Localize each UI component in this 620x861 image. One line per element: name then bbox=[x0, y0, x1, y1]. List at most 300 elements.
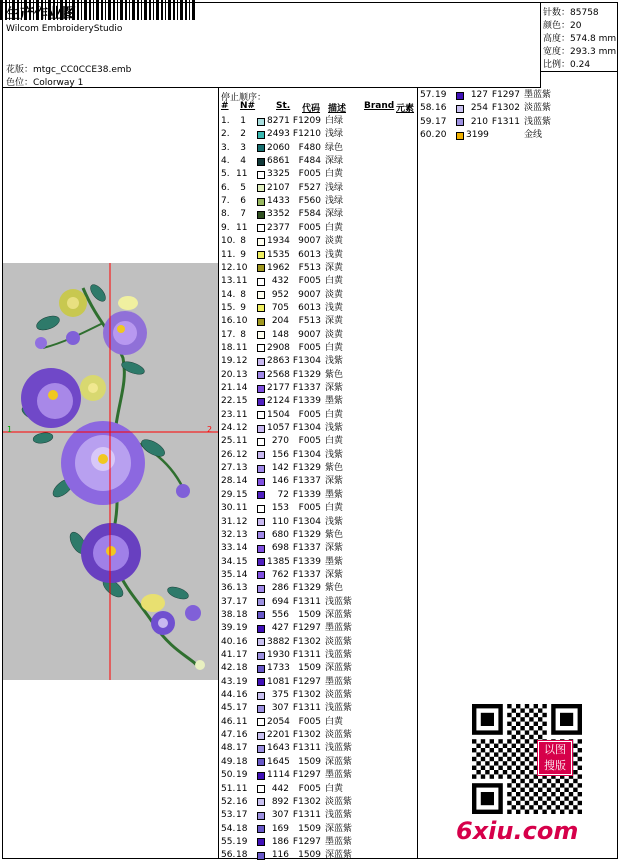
row-needle: 11 bbox=[236, 342, 248, 353]
stat-value: 574.8 mm bbox=[570, 34, 617, 44]
row-needle: 19 bbox=[236, 836, 248, 847]
row-code: F1339 bbox=[292, 489, 321, 500]
row-index: 35. bbox=[221, 569, 236, 580]
row-description: 浅蓝紫 bbox=[325, 650, 353, 660]
row-needle: 17 bbox=[435, 116, 447, 127]
row-stitches: 1930 bbox=[267, 650, 290, 660]
row-stitches: 307 bbox=[271, 703, 289, 714]
row-stitches: 427 bbox=[271, 623, 289, 634]
color-swatch bbox=[257, 425, 265, 433]
stat-row bbox=[543, 44, 616, 57]
row-stitches: 146 bbox=[271, 476, 289, 487]
row-code: F1304 bbox=[292, 423, 321, 434]
row-stitches: 2377 bbox=[267, 222, 290, 233]
row-index: 12. bbox=[221, 262, 236, 273]
row-code: F1311 bbox=[292, 703, 321, 714]
row-needle: 9 bbox=[240, 249, 246, 260]
row-description: 深紫 bbox=[325, 476, 344, 487]
row-description: 浅绿 bbox=[325, 129, 344, 140]
row-stitches: 892 bbox=[271, 796, 289, 807]
row-code bbox=[490, 130, 520, 141]
row-needle: 11 bbox=[236, 169, 248, 180]
row-index: 2. bbox=[221, 129, 230, 140]
color-swatch bbox=[257, 571, 265, 579]
row-description: 浅蓝紫 bbox=[524, 116, 552, 127]
row-code: F1329 bbox=[292, 529, 321, 540]
row-description: 墨蓝紫 bbox=[524, 90, 552, 100]
row-description: 紫色 bbox=[325, 369, 344, 380]
row-index: 15. bbox=[221, 302, 236, 313]
row-description: 浅蓝紫 bbox=[325, 810, 353, 821]
row-needle: 6 bbox=[240, 196, 246, 207]
row-needle: 14 bbox=[236, 569, 248, 580]
row-description: 淡蓝紫 bbox=[524, 103, 552, 114]
row-needle: 18 bbox=[236, 756, 248, 767]
row-stitches: 442 bbox=[271, 783, 289, 794]
row-index: 49. bbox=[221, 756, 236, 767]
row-index: 43. bbox=[221, 676, 236, 687]
row-index: 55. bbox=[221, 836, 236, 847]
row-code: F005 bbox=[298, 409, 321, 420]
row-index: 53. bbox=[221, 810, 236, 821]
row-description: 浅蓝紫 bbox=[325, 596, 353, 607]
row-needle: 16 bbox=[236, 690, 248, 701]
row-index: 5. bbox=[221, 169, 230, 180]
row-needle: 16 bbox=[236, 730, 248, 741]
row-needle: 8 bbox=[240, 236, 246, 247]
color-swatch bbox=[257, 518, 265, 526]
stat-label: 高度： bbox=[543, 34, 571, 44]
stat-row bbox=[543, 5, 599, 18]
row-description: 淡蓝紫 bbox=[325, 796, 353, 807]
row-code: F1297 bbox=[292, 676, 321, 687]
row-needle: 16 bbox=[236, 636, 248, 647]
row-code: F005 bbox=[298, 342, 321, 353]
row-description: 白黄 bbox=[325, 169, 344, 180]
row-stitches: 153 bbox=[271, 503, 289, 514]
row-index: 60. bbox=[420, 130, 435, 141]
row-index: 47. bbox=[221, 730, 236, 741]
color-swatch bbox=[257, 545, 265, 553]
row-index: 7. bbox=[221, 196, 230, 207]
row-index: 13. bbox=[221, 276, 236, 287]
row-needle: 11 bbox=[236, 716, 248, 727]
row-description: 墨蓝紫 bbox=[325, 676, 353, 687]
row-stitches: 204 bbox=[271, 316, 289, 327]
row-stitches: 148 bbox=[271, 329, 289, 340]
software-name: Wilcom EmbroideryStudio bbox=[6, 24, 123, 34]
color-swatch bbox=[257, 344, 265, 352]
row-stitches: 2908 bbox=[267, 342, 290, 353]
row-index: 17. bbox=[221, 329, 236, 340]
row-index: 56. bbox=[221, 850, 236, 861]
color-swatch bbox=[257, 798, 265, 806]
row-index: 29. bbox=[221, 489, 236, 500]
row-index: 1. bbox=[221, 116, 230, 126]
row-index: 42. bbox=[221, 663, 236, 674]
row-stitches: 3199 bbox=[466, 130, 489, 141]
row-description: 绿色 bbox=[325, 142, 344, 153]
row-stitches: 705 bbox=[271, 302, 289, 313]
row-stitches: 3352 bbox=[267, 209, 290, 220]
row-code: F527 bbox=[298, 182, 321, 193]
row-stitches: 2060 bbox=[267, 142, 290, 153]
row-needle: 18 bbox=[236, 850, 248, 861]
row-description: 墨蓝紫 bbox=[325, 836, 353, 847]
row-needle: 2 bbox=[240, 129, 246, 140]
row-index: 38. bbox=[221, 609, 236, 620]
row-needle: 13 bbox=[236, 463, 248, 474]
color-swatch bbox=[257, 438, 265, 446]
color-swatch bbox=[456, 105, 464, 113]
row-code: F005 bbox=[298, 222, 321, 233]
row-description: 浅蓝紫 bbox=[325, 743, 353, 754]
row-code: F005 bbox=[298, 783, 321, 794]
row-stitches: 116 bbox=[271, 850, 289, 861]
color-swatch bbox=[257, 478, 265, 486]
color-swatch bbox=[257, 812, 265, 820]
color-swatch bbox=[257, 198, 265, 206]
color-swatch bbox=[257, 158, 265, 166]
row-description: 紫色 bbox=[325, 583, 344, 594]
row-needle: 10 bbox=[236, 316, 248, 327]
color-swatch bbox=[257, 451, 265, 459]
row-index: 33. bbox=[221, 543, 236, 554]
row-index: 20. bbox=[221, 369, 236, 380]
row-description: 深紫 bbox=[325, 543, 344, 554]
row-needle: 17 bbox=[236, 703, 248, 714]
axis-right-label: 2 bbox=[207, 425, 213, 434]
row-needle: 19 bbox=[435, 90, 447, 100]
row-code: 6013 bbox=[298, 249, 321, 260]
watermark: 6xiu.com bbox=[456, 817, 579, 845]
row-needle: 14 bbox=[236, 543, 248, 554]
row-needle: 12 bbox=[236, 356, 248, 367]
row-code: F1337 bbox=[292, 569, 321, 580]
color-swatch bbox=[257, 331, 265, 339]
row-index: 45. bbox=[221, 703, 236, 714]
row-index: 36. bbox=[221, 583, 236, 594]
row-stitches: 2124 bbox=[267, 396, 290, 407]
row-code: F1302 bbox=[292, 690, 321, 701]
row-index: 27. bbox=[221, 463, 236, 474]
row-code: F1297 bbox=[292, 623, 321, 634]
row-index: 46. bbox=[221, 716, 236, 727]
row-stitches: 142 bbox=[271, 463, 289, 474]
row-index: 39. bbox=[221, 623, 236, 634]
row-index: 40. bbox=[221, 636, 236, 647]
row-needle: 13 bbox=[236, 529, 248, 540]
row-stitches: 1433 bbox=[267, 196, 290, 207]
row-needle: 15 bbox=[236, 556, 248, 567]
row-description: 深绿 bbox=[325, 156, 344, 167]
row-code: F584 bbox=[298, 209, 321, 220]
stat-row bbox=[543, 31, 616, 44]
color-swatch bbox=[257, 304, 265, 312]
row-needle: 17 bbox=[236, 650, 248, 660]
row-index: 10. bbox=[221, 236, 236, 247]
row-needle: 7 bbox=[240, 209, 246, 220]
color-swatch bbox=[257, 652, 265, 660]
row-description: 浅紫 bbox=[325, 449, 344, 460]
row-index: 28. bbox=[221, 476, 236, 487]
row-code: F1337 bbox=[292, 383, 321, 393]
color-swatch bbox=[257, 238, 265, 246]
row-stitches: 1114 bbox=[267, 770, 290, 781]
row-description: 紫色 bbox=[325, 463, 344, 474]
color-swatch bbox=[257, 598, 265, 606]
row-index: 9. bbox=[221, 222, 230, 233]
row-index: 50. bbox=[221, 770, 236, 781]
colorway-label: 色位： bbox=[6, 78, 34, 88]
row-stitches: 694 bbox=[271, 596, 289, 607]
row-stitches: 762 bbox=[271, 569, 289, 580]
row-index: 22. bbox=[221, 396, 236, 407]
row-stitches: 2107 bbox=[267, 182, 290, 193]
color-swatch bbox=[257, 385, 265, 393]
stat-label: 比例： bbox=[543, 60, 571, 70]
row-needle: 15 bbox=[236, 489, 248, 500]
row-needle: 11 bbox=[236, 276, 248, 287]
row-description: 深黄 bbox=[325, 316, 344, 327]
stat-label: 宽度： bbox=[543, 47, 571, 57]
row-needle: 12 bbox=[236, 423, 248, 434]
row-description: 淡蓝紫 bbox=[325, 636, 353, 647]
row-code: F1210 bbox=[292, 129, 321, 140]
row-description: 墨紫 bbox=[325, 396, 344, 407]
row-needle: 17 bbox=[236, 596, 248, 607]
row-description: 浅黄 bbox=[325, 302, 344, 313]
row-description: 深绿 bbox=[325, 209, 344, 220]
color-swatch bbox=[257, 291, 265, 299]
row-stitches: 432 bbox=[271, 276, 289, 287]
col-header-needle: N# bbox=[240, 101, 256, 111]
row-needle: 11 bbox=[236, 783, 248, 794]
row-code: F1339 bbox=[292, 396, 321, 407]
row-index: 26. bbox=[221, 449, 236, 460]
row-description: 深蓝紫 bbox=[325, 823, 353, 834]
row-needle: 10 bbox=[236, 262, 248, 273]
color-swatch bbox=[257, 772, 265, 780]
stop-sequence-title: 停止顺序： bbox=[221, 93, 267, 103]
row-needle: 12 bbox=[236, 516, 248, 527]
row-code: F1304 bbox=[292, 516, 321, 527]
row-needle: 11 bbox=[236, 503, 248, 514]
row-description: 淡蓝紫 bbox=[325, 730, 353, 741]
row-index: 23. bbox=[221, 409, 236, 420]
design-preview bbox=[3, 263, 218, 680]
color-swatch bbox=[257, 625, 265, 633]
row-stitches: 254 bbox=[470, 103, 488, 114]
row-needle: 3 bbox=[240, 142, 246, 153]
row-index: 30. bbox=[221, 503, 236, 514]
row-code: F1304 bbox=[292, 449, 321, 460]
color-swatch bbox=[257, 224, 265, 232]
stat-value: 293.3 mm bbox=[570, 47, 617, 57]
color-swatch bbox=[257, 611, 265, 619]
row-needle: 18 bbox=[236, 823, 248, 834]
row-code: F1311 bbox=[491, 116, 520, 127]
row-stitches: 2201 bbox=[267, 730, 290, 741]
col-header-code: 代码 bbox=[302, 104, 321, 114]
row-code: F1297 bbox=[292, 770, 321, 781]
row-description: 金线 bbox=[524, 130, 543, 141]
row-code: F484 bbox=[298, 156, 321, 167]
color-swatch bbox=[257, 692, 265, 700]
row-code: 1509 bbox=[298, 663, 321, 674]
row-description: 浅黄 bbox=[325, 249, 344, 260]
row-needle: 4 bbox=[240, 156, 246, 167]
stat-row bbox=[543, 18, 581, 31]
colorway-name: Colorway 1 bbox=[33, 78, 84, 88]
row-description: 深蓝紫 bbox=[325, 850, 353, 861]
row-code: F005 bbox=[298, 169, 321, 180]
row-code: F1339 bbox=[292, 556, 321, 567]
row-description: 墨紫 bbox=[325, 489, 344, 500]
row-index: 11. bbox=[221, 249, 236, 260]
row-index: 19. bbox=[221, 356, 236, 367]
row-stitches: 680 bbox=[271, 529, 289, 540]
stat-value: 0.24 bbox=[570, 60, 591, 70]
row-needle: 13 bbox=[236, 583, 248, 594]
color-swatch bbox=[257, 852, 265, 860]
row-stitches: 952 bbox=[271, 289, 289, 300]
row-description: 白黄 bbox=[325, 503, 344, 514]
row-stitches: 1535 bbox=[267, 249, 290, 260]
row-code: F1329 bbox=[292, 463, 321, 474]
color-swatch bbox=[257, 838, 265, 846]
row-stitches: 8271 bbox=[267, 116, 290, 126]
design-file-name: mtgc_CC0CCE38.emb bbox=[33, 65, 132, 75]
color-swatch bbox=[257, 398, 265, 406]
row-description: 白黄 bbox=[325, 222, 344, 233]
color-swatch bbox=[257, 718, 265, 726]
row-needle: 17 bbox=[236, 743, 248, 754]
row-description: 白黄 bbox=[325, 342, 344, 353]
row-code: F1297 bbox=[491, 90, 520, 100]
row-needle: 1 bbox=[240, 116, 246, 126]
row-description: 浅紫 bbox=[325, 356, 344, 367]
embroidery-artwork bbox=[3, 263, 218, 680]
row-stitches: 1934 bbox=[267, 236, 290, 247]
row-stitches: 698 bbox=[271, 543, 289, 554]
stat-value: 85758 bbox=[570, 8, 599, 18]
row-code: F005 bbox=[298, 503, 321, 514]
row-code: F1209 bbox=[292, 116, 321, 126]
row-code: F1302 bbox=[292, 730, 321, 741]
row-stitches: 110 bbox=[271, 516, 289, 527]
row-needle: 18 bbox=[236, 609, 248, 620]
stats-divider bbox=[540, 2, 541, 88]
row-stitches: 1645 bbox=[267, 756, 290, 767]
color-swatch bbox=[257, 785, 265, 793]
row-description: 浅紫 bbox=[325, 423, 344, 434]
row-description: 白黄 bbox=[325, 436, 344, 447]
row-stitches: 186 bbox=[271, 836, 289, 847]
color-swatch bbox=[257, 411, 265, 419]
row-index: 24. bbox=[221, 423, 236, 434]
row-index: 3. bbox=[221, 142, 230, 153]
row-code: F1304 bbox=[292, 356, 321, 367]
row-needle: 8 bbox=[240, 329, 246, 340]
row-description: 浅蓝紫 bbox=[325, 703, 353, 714]
preview-divider bbox=[218, 88, 219, 859]
row-index: 18. bbox=[221, 342, 236, 353]
row-stitches: 2568 bbox=[267, 369, 290, 380]
color-swatch bbox=[257, 758, 265, 766]
row-description: 白黄 bbox=[325, 409, 344, 420]
row-code: F480 bbox=[298, 142, 321, 153]
row-code: F1329 bbox=[292, 369, 321, 380]
row-code: F1302 bbox=[292, 636, 321, 647]
color-swatch bbox=[257, 131, 265, 139]
color-swatch bbox=[257, 491, 265, 499]
row-description: 深紫 bbox=[325, 383, 344, 393]
row-description: 淡黄 bbox=[325, 329, 344, 340]
row-index: 54. bbox=[221, 823, 236, 834]
color-swatch bbox=[257, 705, 265, 713]
row-needle: 14 bbox=[236, 476, 248, 487]
page-title: 生产作业图 bbox=[6, 6, 76, 22]
row-needle: 19 bbox=[236, 770, 248, 781]
row-needle: 13 bbox=[236, 369, 248, 380]
row-description: 深紫 bbox=[325, 569, 344, 580]
row-stitches: 6861 bbox=[267, 156, 290, 167]
row-code: F005 bbox=[298, 436, 321, 447]
row-description: 墨蓝紫 bbox=[325, 623, 353, 634]
row-code: 1509 bbox=[298, 823, 321, 834]
row-index: 21. bbox=[221, 383, 236, 393]
row-needle: 11 bbox=[236, 222, 248, 233]
stat-value: 20 bbox=[570, 21, 582, 31]
row-needle: 11 bbox=[236, 409, 248, 420]
row-description: 淡黄 bbox=[325, 236, 344, 247]
row-code: 1509 bbox=[298, 850, 321, 861]
row-needle: 18 bbox=[236, 663, 248, 674]
row-stitches: 2863 bbox=[267, 356, 290, 367]
row-stitches: 127 bbox=[470, 90, 488, 100]
row-index: 57. bbox=[420, 90, 435, 100]
color-swatch bbox=[257, 678, 265, 686]
stats-bottom-divider bbox=[540, 71, 618, 72]
row-code: F005 bbox=[298, 276, 321, 287]
design-label: 花版： bbox=[6, 65, 34, 75]
row-code: 1509 bbox=[298, 609, 321, 620]
row-index: 44. bbox=[221, 690, 236, 701]
row-needle: 19 bbox=[236, 623, 248, 634]
row-code: F1311 bbox=[292, 743, 321, 754]
col-header-stitches: St. bbox=[276, 101, 291, 111]
color-swatch bbox=[257, 371, 265, 379]
row-stitches: 72 bbox=[277, 489, 289, 500]
row-code: F1337 bbox=[292, 476, 321, 487]
row-stitches: 307 bbox=[271, 810, 289, 821]
color-swatch bbox=[257, 558, 265, 566]
row-stitches: 2493 bbox=[267, 129, 290, 140]
color-swatch bbox=[257, 531, 265, 539]
row-needle: 17 bbox=[236, 810, 248, 821]
row-code: F1302 bbox=[292, 796, 321, 807]
row-description: 墨紫 bbox=[325, 556, 344, 567]
row-index: 48. bbox=[221, 743, 236, 754]
axis-left-label: 1 bbox=[7, 425, 13, 434]
color-swatch bbox=[257, 638, 265, 646]
color-swatch bbox=[257, 465, 265, 473]
row-description: 深蓝紫 bbox=[325, 756, 353, 767]
color-swatch bbox=[257, 358, 265, 366]
row-description: 深蓝紫 bbox=[325, 609, 353, 620]
row-needle: 16 bbox=[236, 796, 248, 807]
